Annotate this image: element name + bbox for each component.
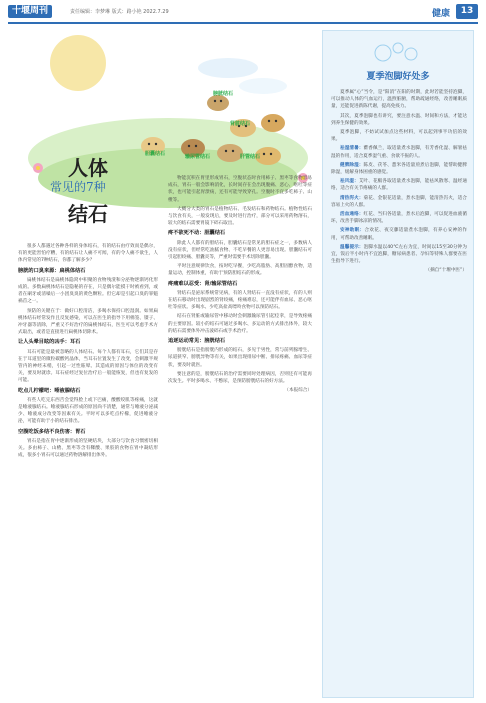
sidebar-paragraph: 祛湿清暑：藿香佩兰，取适量煮水泡脚，有芳香化湿、解暑祛湿的作用，适合夏季湿气重、食欲不振的人。 <box>331 146 467 159</box>
article-source: （本报综合） <box>284 388 312 394</box>
sidebar-paragraph: 温馨提示：泡脚水温以40℃左右为宜，时间以15至30分钟为宜，饭后半小时内不宜泡脚，糖尿病患者、孕妇等特殊人群要在医生指导下进行。 <box>331 244 467 265</box>
section-text: 结石在肾脏或输尿管中移动时会刺激输尿管引起痉挛，是导致疼痛的主要原因。较小的结石可通过多喝水、多运动的方式排出体外，较大的结石需要体外冲击波碎石或手术治疗。 <box>168 314 312 334</box>
section-text: 平时注意规律饮食，按时吃早餐，少吃高脂肪、高胆固醇食物，适量运动，控制体重，有助于预防胆结石的形成。 <box>168 264 312 277</box>
header-rule <box>8 22 478 24</box>
section-text: 预防的关键在于：做好口腔清洁，多喝水保持口腔湿润。如果扁桃体结石经常发作且反复感染，可以在医生的指导下用棉签、镊子、冲牙器等清除，严重又不好治疗的扁桃体结石，医生可以考虑手术方式取出，或者是直接进行扁桃体切除术。 <box>18 308 158 336</box>
section-text: 有些人吃完东西舌会觉得脸上或下巴痛，酸酸咬肌等疼痛，这就是唾液腺结石。唾液腺结石形成的原因尚不清楚，通常与唾液分泌减少、唾液成分改变等因素有关。平时可以多吃点柠檬，促进唾液分泌，可能有助于小的结石排出。 <box>18 397 158 425</box>
page-number: 13 <box>456 4 478 19</box>
label-liver-stone: 肝管结石 <box>240 154 261 160</box>
section-heading: 追逐运动常见：膀胱结石 <box>168 338 226 345</box>
sidebar-paragraph: 其次，夏季泡脚也有讲究，要注意水温、时间和方法，才能达到养生保健的效果。 <box>331 113 467 126</box>
article-column-2 <box>168 175 312 698</box>
section-text: 胃石是指在胃中逐渐形成的坚硬结块，大部分与饮食习惯密切相关。多由柿子、山楂、黑枣等含有鞣酸、果胶的食物在胃中凝结形成，很多小胃石可以通过药物溶解排出体外。 <box>18 438 158 459</box>
sidebar-paragraph: 夏季泡脚，不妨试试加点这些材料，可以起到事半功倍的效果。 <box>331 130 467 143</box>
headline-line2: 常见的7种 <box>50 180 106 194</box>
label-urinary-stone: 输尿管结石 <box>185 154 211 160</box>
article-intro: 很多人都遇过各种各样的身体结石，有的结石由疗效而是偶尔，有的更能害怕疗糟，有的结石让人痛不可闻，有的令人痛不欲生，人体内常见的7种结石，你都了解多少？ <box>18 244 158 264</box>
sidebar-source: （摘自“十堰中医”） <box>425 268 467 274</box>
section-heading: 空腹吃饭多结不良伤害：胃石 <box>18 428 86 435</box>
stone-icon <box>261 114 285 132</box>
sidebar-paragraph: 安神助眠：合欢花、夜交藤适量煮水泡脚，有养心安神的作用，可帮助改善睡眠。 <box>331 228 467 241</box>
section-text: 大概分大类的胃石是植物结石、毛发结石和药物结石。植物性结石与饮食有关，一般发现后，要及时进行治疗，部分可以采用药物溶石，较大的结石需要胃镜下碎石取出。 <box>168 206 312 227</box>
flower-icon <box>33 163 43 173</box>
section-text: 除此人人都有的胆结石，胆囊结石是常见的胆石症之一，多数病人没有症状，但经常吃油腻食物、不吃早餐的人更容易出现。胆囊结石可引起胆绞痛、胆囊炎等，严重时需要手术切除胆囊。 <box>168 240 312 261</box>
section-name: 健康 <box>432 9 451 19</box>
section-heading: 膀胱的口臭来源：扁桃体结石 <box>18 267 86 274</box>
sidebar-paragraph: 夏季属“心”当令，是“阳消”在阳的时期，此时若能坚持泡脚，可以推动人体的气血运行，温煦脏腑，帮助疏通经络，改善睡眠质量，还能促进新陈代谢，提高免疫力。 <box>331 90 467 110</box>
newspaper-logo: 十堰周刊 <box>8 5 52 18</box>
section-text: 要注意的是，膀胱结石的治疗需要同时处理病因，否则还有可能再次发生。平时多喝水、不憋尿，是预防膀胱结石的好方法。 <box>168 371 312 385</box>
section-text: 肾结石是泌尿系统常见病，有的人肾结石一直没有症状，有的人则在结石移动时出现剧烈的肾绞痛，疼痛难忍，还可能伴有血尿、恶心呕吐等症状。多喝水、少吃高盐高嘌呤食物可以预防结石。 <box>168 290 312 311</box>
sidebar-paragraph: 祛风湿：艾叶、花椒各取适量煮水泡脚，能祛风散寒、温经通络，适合有关节疼痛的人群。 <box>331 179 467 192</box>
section-heading: 疼不欲死不动：胆囊结石 <box>168 230 226 237</box>
headline-line3: 结石 <box>68 202 108 226</box>
sidebar-paragraph: 活血通络：红花、当归各适量，煮水后泡脚，可以促进血液循环，改善手脚冰凉的情况。 <box>331 212 467 225</box>
cloud-icon <box>198 58 258 78</box>
section-text: 耳石可能是最被忽略的人体结石。每个人都有耳石，它们其是存在于耳道里的微粒碳酸钙晶体，当耳石位置发生了改变，会刺激半规管内的神经末梢，引起一过性眩晕。其造成的原因与体位的改变有关，要及时就诊。耳石症经过复位治疗后一般能恢复，但也有复发的可能。 <box>18 349 158 384</box>
label-bladder-stone: 膀胱结石 <box>213 91 234 97</box>
section-text: 物能沉积在胃里形成胃石，空腹状态时食用柿子、黑枣等食物容易成石，胃石一般会影响消化，长时间存在会出现腹痛、恶心、呕吐等症状，也可能引起胃溃疡，还有可能导致穿孔。空腹时不宜多吃柿子、山楂等。 <box>168 176 312 203</box>
editor-credits: 责任编辑：李梦琳 版式：路小艳 2022.7.29 <box>70 9 169 15</box>
sidebar-paragraph: 健脾除湿：陈皮、茯苓、薏米各适量煎煮后泡脚，能帮助健脾除湿，缓解身体困重的感觉。 <box>331 162 467 176</box>
section-heading: 吃点儿柠檬吧：唾液腺结石 <box>18 387 81 394</box>
label-gallbladder-stone: 胆囊结石 <box>145 151 166 157</box>
sidebar-body <box>331 89 467 687</box>
sidebar-paragraph: 清热泻火：菊花、金银花适量，煮水泡脚，能清热泻火，适合容易上火的人群。 <box>331 195 467 208</box>
cloud-icon <box>239 78 287 94</box>
sidebar-box <box>322 30 474 698</box>
bubbles-decoration <box>363 39 433 63</box>
section-text: 扁桃体结石是扁桃体隐窝中积聚的食物残渣和分泌物逐渐钙化形成的。多数扁桃体结石是隐秘的存在，只是偶尔能摸干时被看到，或者在刷牙或清嗓后一小团臭臭的黄色颗粒。但它却是引起口臭的罪魁祸首之一。 <box>18 277 158 305</box>
section-text: 膀胱结石是指膀胱内形成的结石，多见于男性，常与前列腺增生、尿道狭窄、膀胱异物等有关，如果出现排尿中断、排尿疼痛、血尿等症状，要及时就医。 <box>168 348 312 368</box>
stone-icon <box>207 95 229 111</box>
sidebar-title: 夏季泡脚好处多 <box>366 72 430 82</box>
headline-line1: 人体 <box>68 156 108 180</box>
section-heading: 让人头晕目眩的凶手：耳石 <box>18 339 81 346</box>
article-column-1 <box>18 243 158 698</box>
section-heading: 疼痛难以忍受：肾/输尿管结石 <box>168 280 238 287</box>
sun-icon <box>50 35 106 91</box>
label-kidney-stone: 肾脏结石 <box>230 121 251 127</box>
